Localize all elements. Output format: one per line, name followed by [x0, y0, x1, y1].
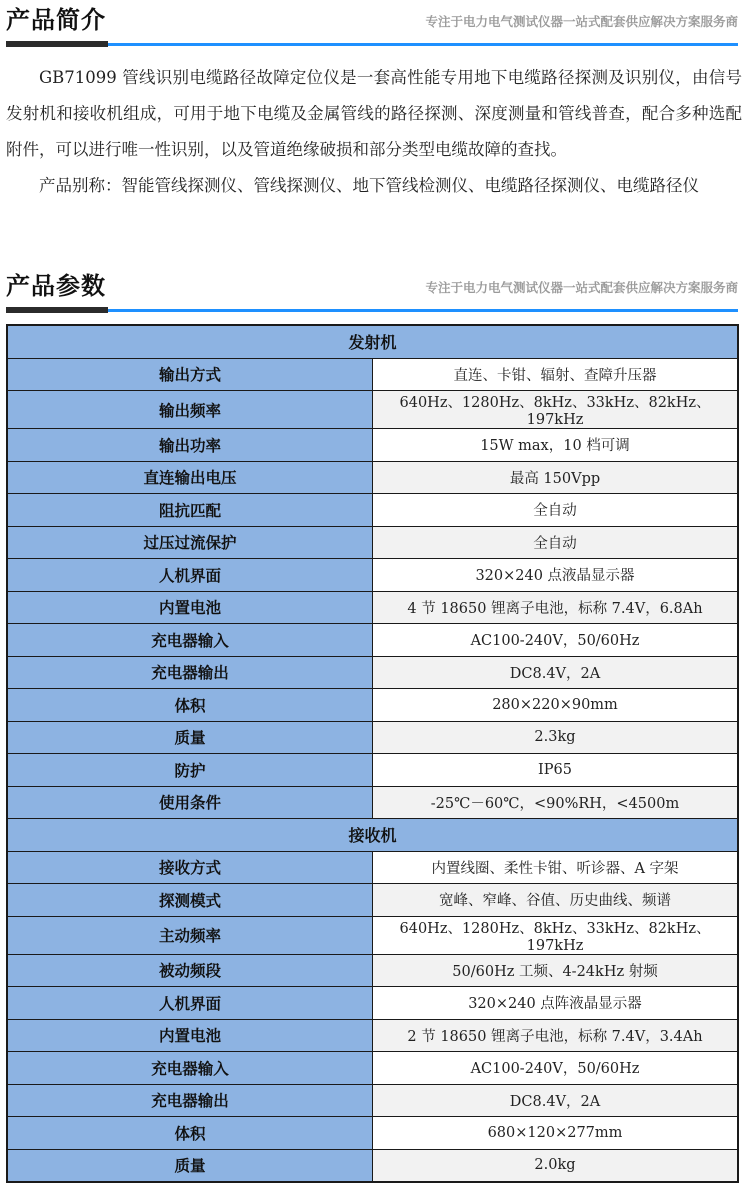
table-row: [7, 1019, 738, 1052]
table-row: [7, 358, 738, 391]
params-section-title: 产品参数: [6, 272, 106, 300]
param-value: 最高 150Vpp: [373, 461, 739, 494]
param-label: 人机界面: [7, 559, 373, 592]
param-label: 防护: [7, 754, 373, 787]
intro-section-header: [0, 0, 750, 50]
title-underline-blue: [108, 43, 738, 46]
group-header-cell: 接收机: [7, 819, 738, 852]
table-row: [7, 1052, 738, 1085]
param-label: 阻抗匹配: [7, 494, 373, 527]
table-row: [7, 656, 738, 689]
param-value: 宽峰、窄峰、谷值、历史曲线、频谱: [373, 884, 739, 917]
param-value: AC100-240V，50/60Hz: [373, 624, 739, 657]
table-group-header: [7, 325, 738, 358]
param-value: 640Hz、1280Hz、8kHz、33kHz、82kHz、197kHz: [373, 916, 739, 954]
param-value: 2 节 18650 锂离子电池，标称 7.4V，3.4Ah: [373, 1019, 739, 1052]
param-value: 全自动: [373, 494, 739, 527]
param-label: 质量: [7, 721, 373, 754]
param-value: 2.0kg: [373, 1149, 739, 1182]
table-row: [7, 429, 738, 462]
table-row: [7, 916, 738, 954]
table-row: [7, 591, 738, 624]
param-value: AC100-240V，50/60Hz: [373, 1052, 739, 1085]
table-row: [7, 494, 738, 527]
table-row: [7, 851, 738, 884]
table-row: [7, 624, 738, 657]
table-row: [7, 689, 738, 722]
param-value: 320×240 点液晶显示器: [373, 559, 739, 592]
param-value: 全自动: [373, 526, 739, 559]
param-value: 内置线圈、柔性卡钳、听诊器、A 字架: [373, 851, 739, 884]
param-value: 2.3kg: [373, 721, 739, 754]
table-row: [7, 786, 738, 819]
title-underline-dark: [6, 41, 108, 47]
param-label: 质量: [7, 1149, 373, 1182]
table-row: [7, 954, 738, 987]
table-row: [7, 1149, 738, 1182]
table-row: [7, 721, 738, 754]
param-value: 4 节 18650 锂离子电池，标称 7.4V，6.8Ah: [373, 591, 739, 624]
param-label: 探测模式: [7, 884, 373, 917]
params-section-header: [0, 266, 750, 316]
param-label: 主动频率: [7, 916, 373, 954]
param-value: 15W max，10 档可调: [373, 429, 739, 462]
param-value: 320×240 点阵液晶显示器: [373, 987, 739, 1020]
param-label: 输出频率: [7, 391, 373, 429]
title-underline-dark: [6, 307, 108, 313]
param-label: 充电器输出: [7, 656, 373, 689]
param-label: 被动频段: [7, 954, 373, 987]
intro-section-title: 产品简介: [6, 6, 106, 34]
param-value: 680×120×277mm: [373, 1117, 739, 1150]
intro-section-tagline: 专注于电力电气测试仪器一站式配套供应解决方案服务商: [425, 14, 738, 29]
param-value: -25℃－60℃，<90%RH，<4500m: [373, 786, 739, 819]
table-row: [7, 754, 738, 787]
param-label: 过压过流保护: [7, 526, 373, 559]
param-label: 体积: [7, 689, 373, 722]
param-label: 人机界面: [7, 987, 373, 1020]
alias-paragraph: 产品别称：智能管线探测仪、管线探测仪、地下管线检测仪、电缆路径探测仪、电缆路径仪: [39, 176, 699, 195]
param-value: 640Hz、1280Hz、8kHz、33kHz、82kHz、197kHz: [373, 391, 739, 429]
param-label: 充电器输入: [7, 624, 373, 657]
table-group-header: [7, 819, 738, 852]
param-value: 直连、卡钳、辐射、查障升压器: [373, 358, 739, 391]
param-value: DC8.4V，2A: [373, 656, 739, 689]
table-row: [7, 559, 738, 592]
param-value: 280×220×90mm: [373, 689, 739, 722]
table-row: [7, 884, 738, 917]
param-label: 充电器输入: [7, 1052, 373, 1085]
param-label: 输出方式: [7, 358, 373, 391]
group-header-cell: 发射机: [7, 325, 738, 358]
table-row: [7, 1084, 738, 1117]
title-underline-blue: [108, 309, 738, 312]
param-value: 50/60Hz 工频、4-24kHz 射频: [373, 954, 739, 987]
table-row: [7, 987, 738, 1020]
intro-text: [6, 60, 742, 204]
param-label: 直连输出电压: [7, 461, 373, 494]
params-section-tagline: 专注于电力电气测试仪器一站式配套供应解决方案服务商: [425, 280, 738, 295]
param-value: DC8.4V，2A: [373, 1084, 739, 1117]
table-row: [7, 526, 738, 559]
table-row: [7, 391, 738, 429]
param-label: 使用条件: [7, 786, 373, 819]
param-label: 充电器输出: [7, 1084, 373, 1117]
param-label: 内置电池: [7, 1019, 373, 1052]
param-label: 体积: [7, 1117, 373, 1150]
param-label: 接收方式: [7, 851, 373, 884]
intro-paragraph: GB71099 管线识别电缆路径故障定位仪是一套高性能专用地下电缆路径探测及识别仪，由信号发射机和接收机组成，可用于地下电缆及金属管线的路径探测、深度测量和管线普查，配合多种选配附件，可以进行唯一性识别，以及管道绝缘破损和部分类型电缆故障的查找。: [6, 68, 742, 159]
table-row: [7, 461, 738, 494]
table-row: [7, 1117, 738, 1150]
spec-table: [6, 324, 739, 1183]
param-value: IP65: [373, 754, 739, 787]
param-label: 输出功率: [7, 429, 373, 462]
param-label: 内置电池: [7, 591, 373, 624]
